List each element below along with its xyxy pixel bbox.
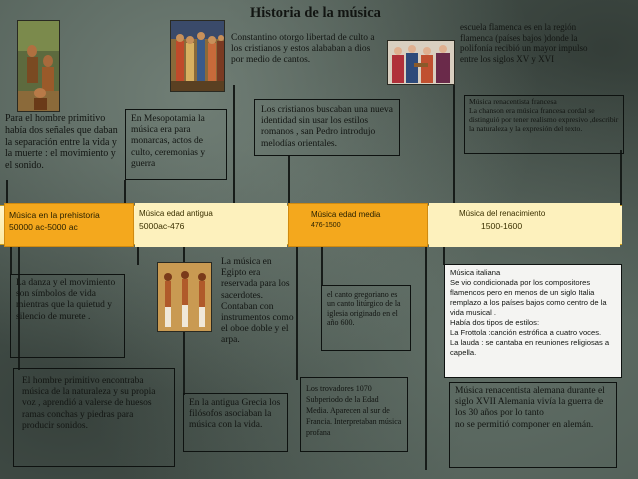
connector-line (233, 85, 235, 207)
gregoriano-box: el canto gregoriano es un canto litúrgico de la iglesia originado en el año 600. (321, 285, 411, 351)
connector-line (620, 150, 622, 207)
connector-line (453, 85, 455, 207)
connector-line (10, 245, 12, 275)
connector-line (443, 245, 445, 265)
prehistoria-top-text: Para el hombre primitivo había dos señales que daban la separación entre la vida y la muerte : el movimiento y el sonido. (5, 113, 118, 172)
connector-line (321, 245, 323, 285)
prehistoric-people-image (17, 20, 60, 112)
constantino-text: Constantino otorgo libertad de culto a los cristianos y estos alababan a dios por medio de cantos. (231, 33, 375, 66)
timeline-range: 476-1500 (311, 222, 341, 229)
timeline-segment-media (288, 203, 428, 247)
flemish-musicians-image (387, 40, 455, 85)
connector-line (288, 155, 290, 207)
connector-line (296, 245, 298, 380)
egipto-text: La música en Egipto era reservada para los sacerdotes. Contaban con instrumentos como el oboe doble y el arpa. (221, 257, 294, 346)
connector-line (137, 245, 139, 265)
timeline-segment-antigua (135, 203, 287, 247)
mesopotamia-image (170, 20, 225, 92)
italiana-box: Música italiana Se vio condicionada por los compositores flamencos pero en menos de un siglo Italia remplazo a los países bajos como centro de la vida musical . Había dos tipos de estilos: La Frottola :canción estrófica a cuatro voces. La lauda : se cantaba en reuniones religiosas a capella. (444, 264, 622, 378)
timeline-segment-prehistoria (4, 203, 134, 247)
cristianos-box: Los cristianos buscaban una nueva identidad sin usar los estilos romanos , san Pedro introdujo melodías orientales. (254, 99, 400, 156)
timeline-label: Música en la prehistoria (9, 210, 100, 220)
danza-box: La danza y el movimiento son símbolos de vida mientras que la quietud y silencio de murete . (10, 274, 125, 358)
timeline-range: 50000 ac-5000 ac (9, 222, 78, 232)
timeline-segment-renacimiento (429, 203, 620, 247)
page-title: Historia de la música (250, 5, 381, 21)
egypt-dancers-image (157, 262, 212, 332)
alemana-box: Música renacentista alemana durante el siglo XVII Alemania vivía la guerra de los 30 años por lo tanto no se permitió componer en alemán. (449, 382, 617, 468)
trovadores-box: Los trovadores 1070 Subperiodo de la Edad Media. Aparecen al sur de Francia. Interpretaban música profana (300, 377, 408, 452)
primitivo-box: El hombre primitivo encontraba música de la naturaleza y su propia voz , aprendió a valerse de huesos ramas conchas y piedras para producir sonidos. (13, 368, 175, 467)
timeline-label: Música edad antigua (139, 209, 213, 218)
flamenca-text: escuela flamenca es en la región flamenca (países bajos )donde la polifonía recibió un mayor impulso entre los siglos XV y XVI (460, 22, 588, 64)
francesa-box: Música renacentista francesa La chanson era música francesa cordal se distinguió por tener realismo expresivo ,describir la naturaleza y la expresión del texto. (464, 95, 624, 154)
grecia-box: En la antigua Grecia los filósofos asociaban la música con la vida. (183, 393, 288, 452)
mesopotamia-box: En Mesopotamia la música era para monarcas, actos de culto, ceremonias y guerra (125, 109, 227, 180)
timeline-range: 5000ac-476 (139, 221, 185, 231)
timeline-label: Música edad media (311, 210, 381, 219)
connector-line (425, 245, 427, 470)
timeline-label: Música del renacimiento (459, 209, 546, 218)
timeline-range: 1500-1600 (481, 221, 523, 231)
